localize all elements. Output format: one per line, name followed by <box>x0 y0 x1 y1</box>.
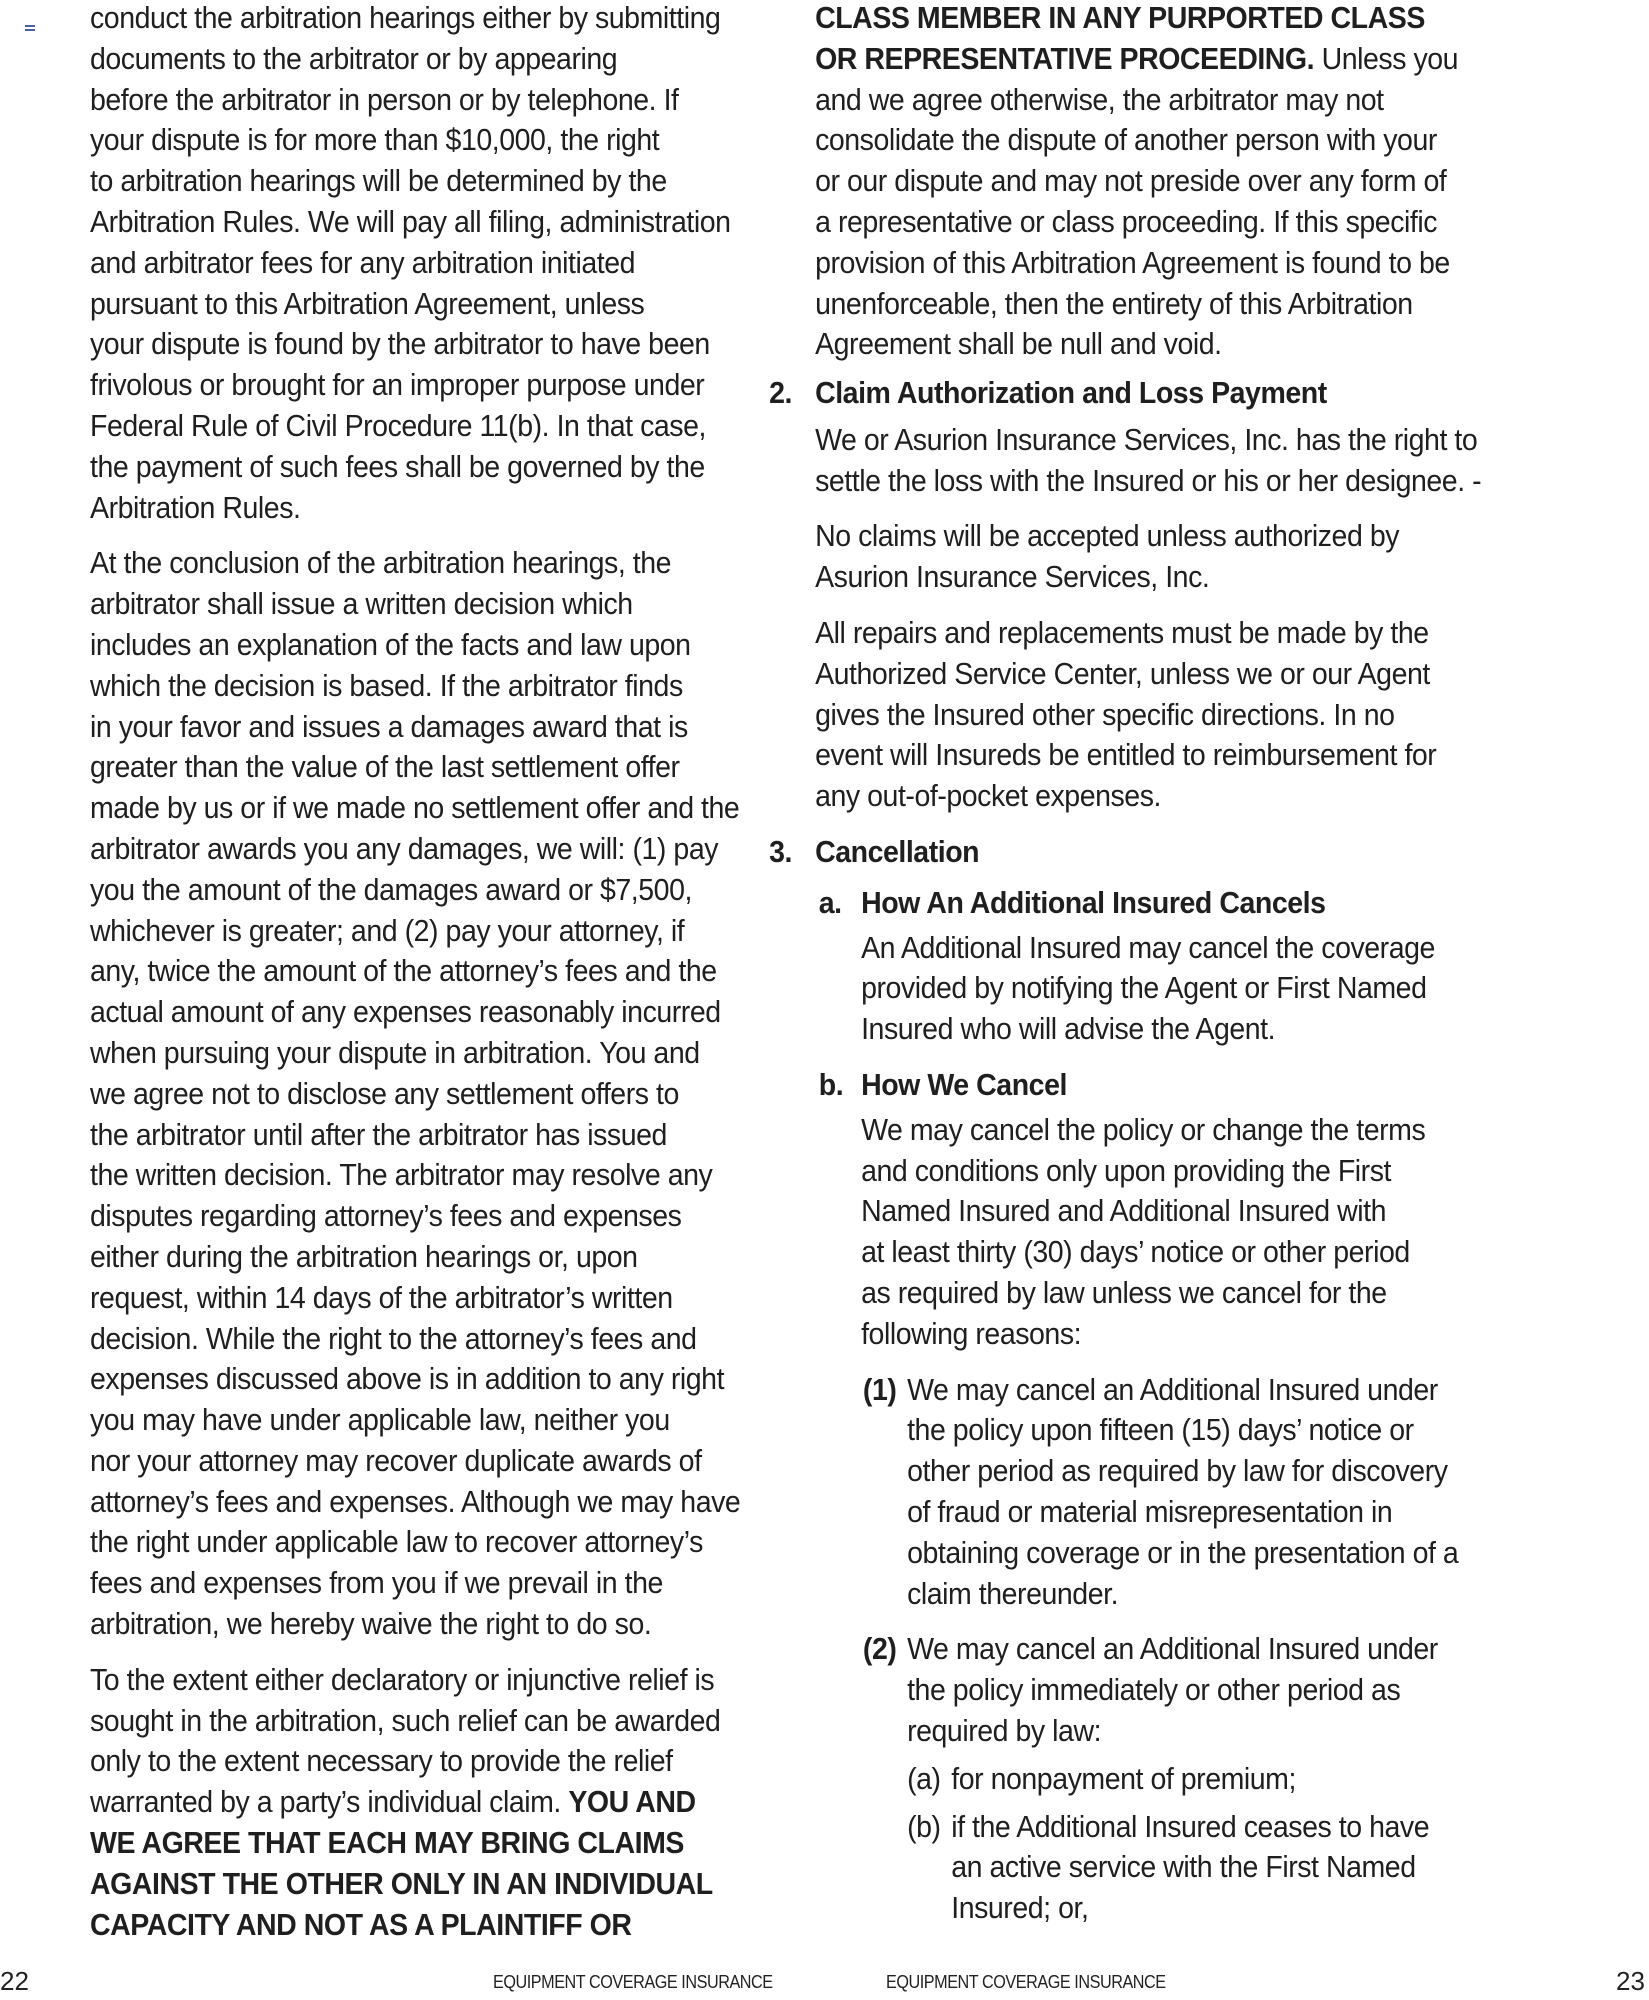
paragraph-fees: conduct the arbitration hearings either by submitting documents to the arbitrator or by appearing before the arbitrator in person or by telephone. If your dispute is for more than $10,000, the right to arbitration hearings will be determined by the Arbitration Rules. We will pay all filing, administration and arbitrator fees for any arbitration initiated pursuant to this Arbitration Agreement, unless your dispute is found by the arbitrator to have been frivolous or brought for an improper purpose under Federal Rule of Civil Procedure 11(b). In that case, the payment of such fees shall be governed by the Arbitration Rules. <box>90 0 731 525</box>
section-2-heading: Claim Authorization and Loss Payment <box>815 375 1327 410</box>
menu-icon[interactable] <box>25 25 35 31</box>
subsection-b-heading: How We Cancel <box>861 1066 1067 1102</box>
subsection-a: a. How An Additional Insured Cancels An Additional Insured may cancel the coverage provided by notifying the Agent or First Named Insured who will advise the Agent. <box>861 883 1635 1050</box>
page-number-right: 23 <box>1616 1966 1645 1996</box>
paragraph-decision: At the conclusion of the arbitration hearings, the arbitrator shall issue a written decision which includes an explanation of the facts and law upon which the decision is based. If the arbitrator finds in your favor and issues a damages award that is greater than the value of the last settlement offer made by us or if we made no settlement offer and the arbitrator awards you any damages, we will: (1) pay you the amount of the damages award or $7,500, whichever is greater; and (2) pay your attorney, if any, twice the amount of the attorney’s fees and the actual amount of any expenses reasonably incurred when pursuing your dispute in arbitration. You and we agree not to disclose any settlement offers to the arbitrator until after the arbitrator has issued the written decision. The arbitrator may resolve any disputes regarding attorney’s fees and expenses either during the arbitration hearings or, upon request, within 14 days of the arbitrator’s written decision. While the right to the attorney’s fees and expenses discussed above is in addition to any right you may have under applicable law, neither you nor your attorney may recover duplicate awards of attorney’s fees and expenses. Although we may have the right under applicable law to recover attorney’s fees and expenses from you if we prevail in the arbitration, we hereby waive the right to do so. <box>90 545 741 1642</box>
paragraph-class-waiver: CLASS MEMBER IN ANY PURPORTED CLASS OR REPRESENTATIVE PROCEEDING. Unless you and we agree otherwise, the arbitrator may not consolidate the dispute of another person with your or our dispute and may not preside over any form of a representative or class proceeding. If this specific provision of this Arbitration Agreement is found to be unenforceable, then the entirety of this Arbitration Agreement shall be null and void. <box>815 0 1459 362</box>
item-2a: (a) for nonpayment of premium; <box>907 1760 1296 1796</box>
section-2-para-2: No claims will be accepted unless authorized by Asurion Insurance Services, Inc. <box>815 518 1400 595</box>
item-2: (2) We may cancel an Additional Insured under the policy immediately or other period as required by law: <box>862 1631 1438 1748</box>
footer-right: EQUIPMENT COVERAGE INSURANCE <box>886 1972 1166 1992</box>
right-sections <box>769 373 1635 1944</box>
section-2: 2. Claim Authorization and Loss Payment <box>815 373 1635 414</box>
section-2-para-3: All repairs and replacements must be made by the Authorized Service Center, unless we or our Agent gives the Insured other specific directions. In no event will Insureds be entitled to reimbursement for any out-of-pocket expenses. <box>815 614 1437 814</box>
section-3: 3. Cancellation <box>815 832 1635 873</box>
right-page <box>769 0 1649 2000</box>
paragraph-relief: To the extent either declaratory or injunctive relief is sought in the arbitration, such relief can be awarded only to the extent necessary to provide the relief warranted by a party’s individual claim. YOU AND WE AGREE THAT EACH MAY BRING CLAIMS AGAINST THE OTHER ONLY IN AN INDIVIDUAL CAPACITY AND NOT AS A PLAINTIFF OR <box>90 1661 721 1942</box>
section-3-heading: Cancellation <box>815 833 980 869</box>
left-page <box>0 0 824 2000</box>
right-column <box>815 0 1635 380</box>
item-1: (1) We may cancel an Additional Insured under the policy upon fifteen (15) days’ notice or other period as required by law for discovery of fraud or material misrepresentation in obtaining coverage or in the presentation of a claim thereunder. <box>862 1371 1459 1611</box>
footer-left: EQUIPMENT COVERAGE INSURANCE <box>493 1972 773 1992</box>
subsection-a-heading: How An Additional Insured Cancels <box>861 884 1326 920</box>
left-column <box>90 0 752 1960</box>
subsection-b: b. How We Cancel We may cancel the policy or change the terms and conditions only upon providing the First Named Insured and Additional Insured with at least thirty (30) days’ notice or other period as required by law unless we cancel for the following reasons: (1) We may cancel an Additional Insured under the policy upon fifteen (15) days’ notice or other period as required by law for discovery of fraud or material misrepresentation in obtaining coverage or in the presentation of a claim thereunder. (2) We may cancel an Additional Insured under the policy immediately or other period as required by law: (a) for nonpayment of premium; (b) if the Additional Insured ceases to have an active service with the First Named Insured; or, <box>861 1065 1635 1929</box>
item-2b: (b) if the Additional Insured ceases to have an active service with the First Named Insured; or, <box>907 1808 1430 1926</box>
section-2-para-1: We or Asurion Insurance Services, Inc. has the right to settle the loss with the Insured or his or her designee. - <box>815 421 1482 498</box>
page-number-left: 22 <box>0 1966 29 1996</box>
